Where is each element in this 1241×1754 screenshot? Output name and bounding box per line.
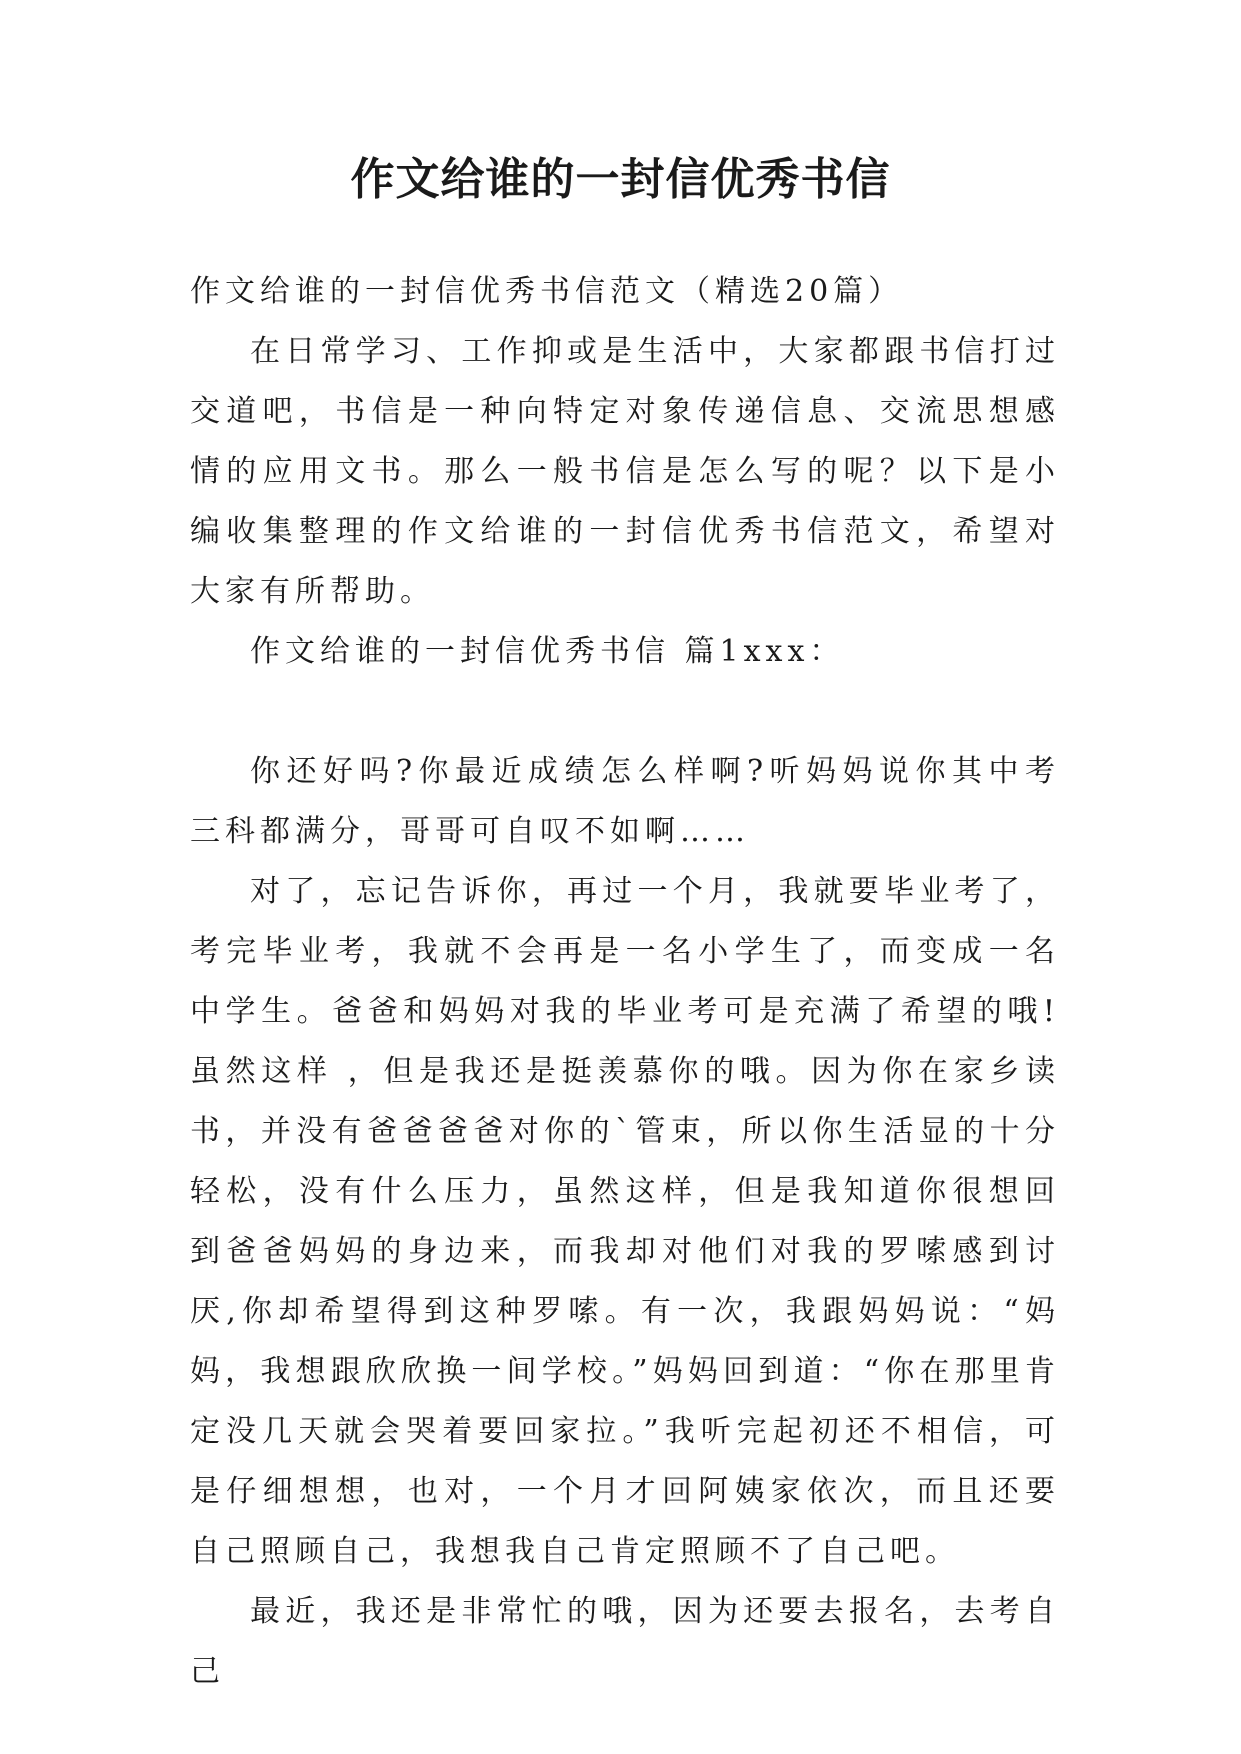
blank-line (190, 682, 1060, 742)
intro-paragraph: 在日常学习、工作抑或是生活中，大家都跟书信打过交道吧，书信是一种向特定对象传递信息、交流思想感情的应用文书。那么一般书信是怎么写的呢？以下是小编收集整理的作文给谁的一封信优秀书信范文，希望对大家有所帮助。 (190, 334, 1060, 609)
letter-paragraph-1: 你还好吗?你最近成绩怎么样啊?听妈妈说你其中考三科都满分，哥哥可自叹不如啊…… (190, 754, 1060, 849)
letter-paragraph-3: 最近，我还是非常忙的哦，因为还要去报名，去考自己 (190, 1594, 1060, 1689)
subtitle-line: 作文给谁的一封信优秀书信范文（精选20篇） (190, 274, 904, 309)
letter-paragraph-2: 对了，忘记告诉你，再过一个月，我就要毕业考了，考完毕业考，我就不会再是一名小学生了，而变成一名中学生。爸爸和妈妈对我的毕业考可是充满了希望的哦!虽然这样 ，但是我还是挺羡慕你的哦。因为你在家乡读书，并没有爸爸爸爸对你的`管束，所以你生活显的十分轻松，没有什么压力，虽然这样，但是我知道你很想回到爸爸妈妈的身边来，而我却对他们对我的罗嗦感到讨厌,你却希望得到这种罗嗦。有一次，我跟妈妈说：“妈妈，我想跟欣欣换一间学校。”妈妈回到道：“你在那里肯定没几天就会哭着要回家拉。”我听完起初还不相信，可是仔细想想，也对，一个月才回阿姨家依次，而且还要自己照顾自己，我想我自己肯定照顾不了自己吧。 (190, 874, 1060, 1569)
document-title: 作文给谁的一封信优秀书信 (350, 154, 891, 205)
document-body (190, 262, 1060, 1702)
section-heading: 作文给谁的一封信优秀书信 篇1xxx： (250, 634, 845, 669)
